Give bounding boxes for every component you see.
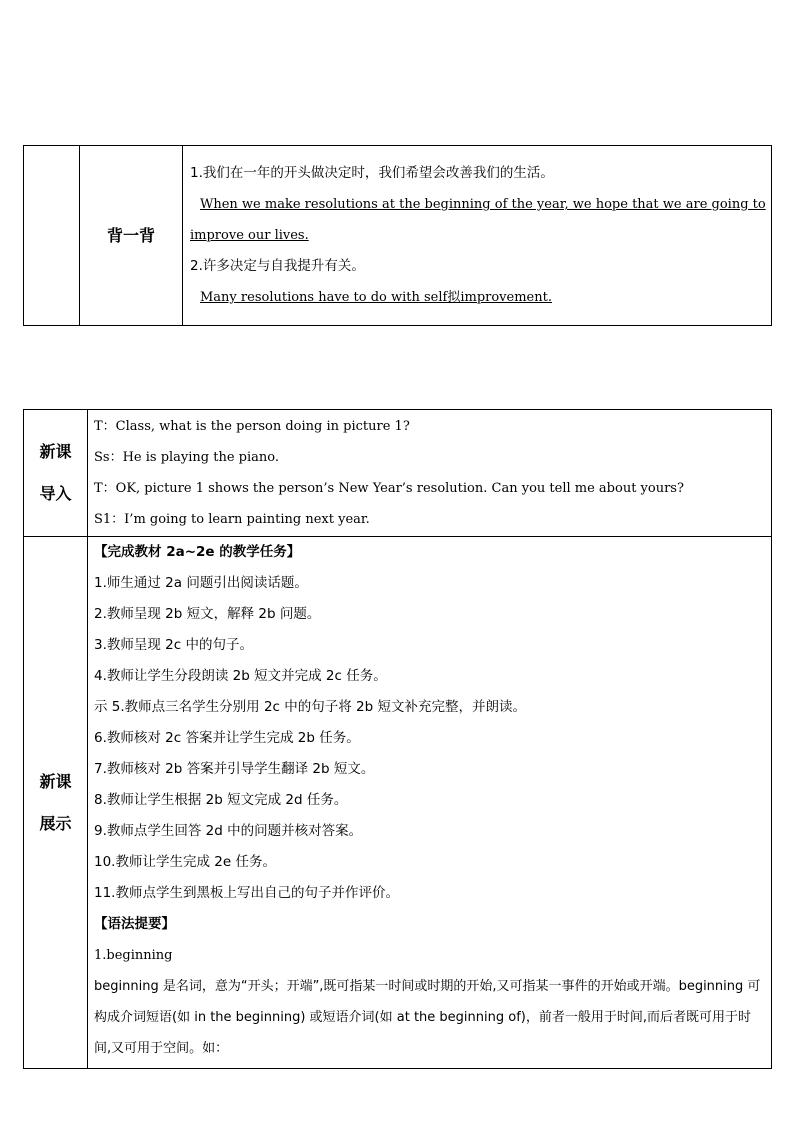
- intro-line-4: S1：I’m going to learn painting next year.: [94, 512, 370, 527]
- recite-item-2-zh: 2.许多决定与自我提升有关。: [190, 258, 365, 274]
- presentation-label-cell: [24, 537, 88, 1069]
- recite-blank-cell: [24, 146, 80, 326]
- step-5: 示 5.教师点三名学生分别用 2c 中的句子将 2b 短文补充完整，并朗读。: [94, 699, 527, 715]
- step-2: 2.教师呈现 2b 短文，解释 2b 问题。: [94, 606, 321, 622]
- grammar-header: 【语法提要】: [94, 916, 175, 932]
- intro-label-line1: 新课: [39, 442, 72, 461]
- recite-item-1-zh: 1.我们在一年的开头做决定时，我们希望会改善我们的生活。: [190, 165, 554, 181]
- recite-item-1-en-line1: When we make resolutions at the beginning of the year, we hope that we are going to: [200, 197, 766, 212]
- step-1: 1.师生通过 2a 问题引出阅读话题。: [94, 575, 308, 591]
- intro-line-2: Ss：He is playing the piano.: [94, 450, 280, 465]
- presentation-content-cell: [88, 537, 772, 1069]
- intro-line-1: T：Class, what is the person doing in picture 1?: [94, 419, 410, 434]
- presentation-label-line1: 新课: [39, 771, 72, 791]
- grammar-item: 1.beginning: [94, 948, 173, 963]
- recite-label: 背一背: [106, 225, 155, 245]
- task-header: 【完成教材 2a~2e 的教学任务】: [94, 544, 301, 560]
- grammar-text: beginning 是名词，意为“开头；开端”,既可指某一时间或时期的开始,又可指某一事件的开始或开端。beginning 可构成介词短语(如 in the beginning) 或短语介词(如 at the beginning of)，前者一般用于时间,而后者既可用于时间,又可用于空间。如：: [94, 979, 761, 1056]
- intro-line-3: T：OK, picture 1 shows the person’s New Year’s resolution. Can you tell me about yours?: [94, 481, 684, 496]
- intro-content-cell: [88, 410, 772, 537]
- recite-content-cell: [183, 146, 772, 326]
- step-10: 10.教师让学生完成 2e 任务。: [94, 854, 276, 870]
- step-3: 3.教师呈现 2c 中的句子。: [94, 637, 253, 653]
- step-4: 4.教师让学生分段朗读 2b 短文并完成 2c 任务。: [94, 668, 387, 684]
- intro-label-line2: 导入: [39, 484, 72, 503]
- recite-item-2-en: Many resolutions have to do with self拟improvement.: [200, 290, 552, 305]
- recite-table: [23, 145, 772, 326]
- step-6: 6.教师核对 2c 答案并让学生完成 2b 任务。: [94, 730, 360, 746]
- step-8: 8.教师让学生根据 2b 短文完成 2d 任务。: [94, 792, 348, 808]
- intro-label-cell: [24, 410, 88, 537]
- lesson-table: [23, 409, 772, 1069]
- step-7: 7.教师核对 2b 答案并引导学生翻译 2b 短文。: [94, 761, 375, 777]
- recite-item-1-en-line2: improve our lives.: [190, 228, 309, 243]
- step-9: 9.教师点学生回答 2d 中的问题并核对答案。: [94, 823, 363, 839]
- step-11: 11.教师点学生到黑板上写出自己的句子并作评价。: [94, 885, 399, 901]
- recite-label-cell: [80, 146, 183, 326]
- presentation-label-line2: 展示: [39, 813, 72, 833]
